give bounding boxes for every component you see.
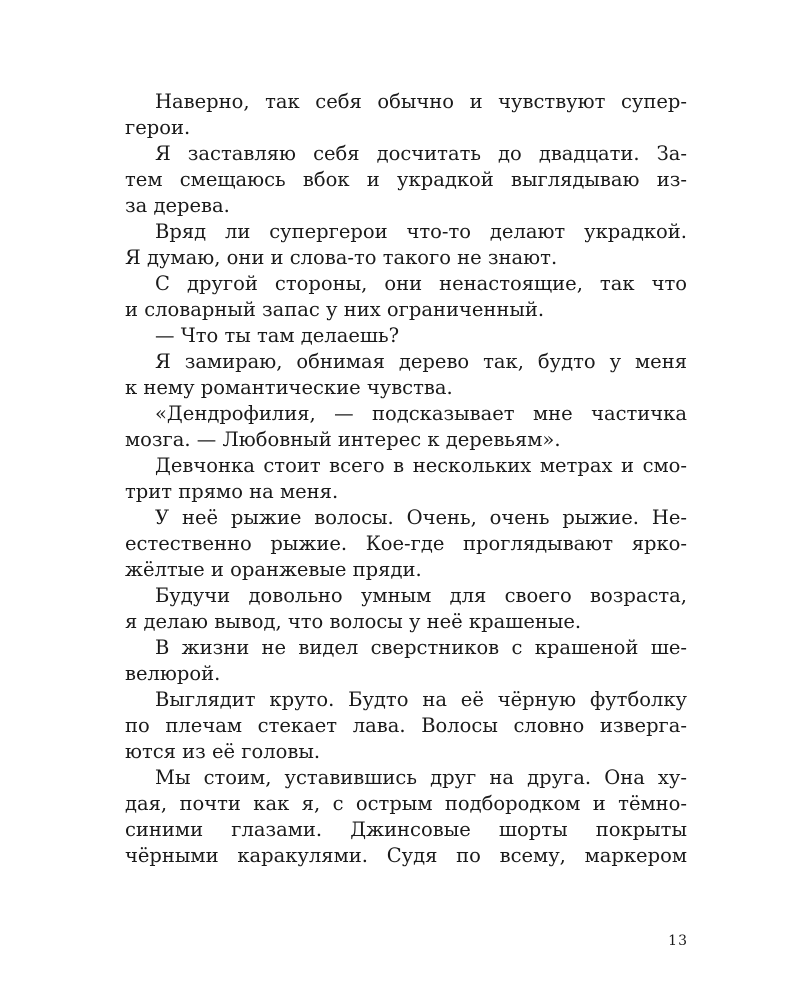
text-line: трит прямо на меня. bbox=[125, 480, 339, 503]
text-line: Будучи довольно умным для своего возраста, bbox=[155, 584, 687, 607]
text-line: Вряд ли супергерои что-то делают украдкой. bbox=[155, 220, 687, 243]
text-line: Я думаю, они и слова-то такого не знают. bbox=[125, 246, 558, 269]
text-line: мозга. — Любовный интерес к деревьям». bbox=[125, 428, 561, 451]
page-number: 13 bbox=[668, 933, 688, 949]
text-line: герои. bbox=[125, 116, 191, 139]
text-line: ются из её головы. bbox=[125, 740, 321, 763]
text-line: к нему романтические чувства. bbox=[125, 376, 453, 399]
text-line: Я заставляю себя досчитать до двадцати. За- bbox=[155, 142, 687, 165]
text-line: велюрой. bbox=[125, 662, 221, 685]
text-line: синими глазами. Джинсовые шорты покрыты bbox=[125, 818, 687, 841]
text-line: дая, почти как я, с острым подбородком и тёмно- bbox=[125, 792, 687, 815]
page-body-text bbox=[125, 89, 687, 869]
text-line: Выглядит круто. Будто на её чёрную футболку bbox=[155, 688, 687, 711]
text-line: и словарный запас у них ограниченный. bbox=[125, 298, 545, 321]
text-line: Я замираю, обнимая дерево так, будто у меня bbox=[155, 350, 687, 373]
text-line: — Что ты там делаешь? bbox=[155, 324, 400, 347]
text-line: Наверно, так себя обычно и чувствуют супер- bbox=[155, 90, 687, 113]
text-line: С другой стороны, они ненастоящие, так что bbox=[155, 272, 687, 295]
text-line: жёлтые и оранжевые пряди. bbox=[125, 558, 422, 581]
text-line: Девчонка стоит всего в нескольких метрах и смо- bbox=[155, 454, 687, 477]
text-line: за дерева. bbox=[125, 194, 230, 217]
text-line: тем смещаюсь вбок и украдкой выглядываю из- bbox=[125, 168, 687, 191]
text-line: я делаю вывод, что волосы у неё крашеные. bbox=[125, 610, 582, 633]
text-line: чёрными каракулями. Судя по всему, маркером bbox=[125, 844, 687, 867]
text-line: У неё рыжие волосы. Очень, очень рыжие. Не- bbox=[155, 506, 687, 529]
text-line: В жизни не видел сверстников с крашеной ше- bbox=[155, 636, 687, 659]
text-line: естественно рыжие. Кое-где проглядывают ярко- bbox=[125, 532, 687, 555]
text-line: по плечам стекает лава. Волосы словно изверга- bbox=[125, 714, 687, 737]
text-line: «Дендрофилия, — подсказывает мне частичка bbox=[155, 402, 687, 425]
text-line: Мы стоим, уставившись друг на друга. Она ху- bbox=[155, 766, 687, 789]
